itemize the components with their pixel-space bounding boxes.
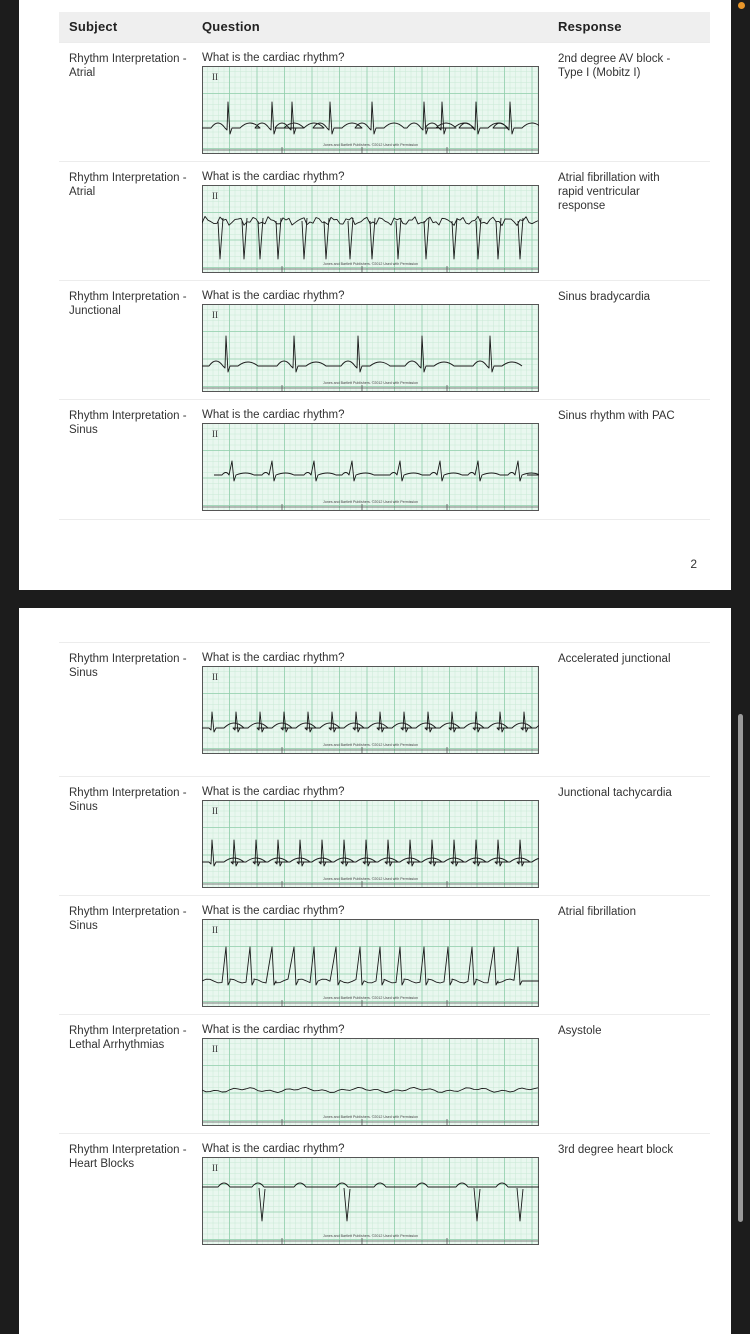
status-dot-icon [738, 2, 745, 9]
credit-text: Jones and Bartlett Publishers. ©2012 Used with Permission [323, 743, 418, 747]
header-question: Question [202, 19, 260, 34]
response-cell: Atrial fibrillation with rapid ventricular response [558, 172, 660, 212]
question-cell: What is the cardiac rhythm? [202, 52, 345, 64]
lead-label: II [212, 72, 218, 82]
ecg-strip [202, 66, 539, 154]
lead-label: II [212, 429, 218, 439]
scrollbar-thumb[interactable] [738, 714, 743, 1222]
table-row [59, 776, 710, 896]
question-cell: What is the cardiac rhythm? [202, 290, 345, 302]
response-cell: Atrial fibrillation [558, 906, 636, 918]
subject-cell: Rhythm Interpretation - Junctional [69, 291, 187, 317]
table-row [59, 895, 710, 1015]
subject-cell: Rhythm Interpretation - Sinus [69, 906, 187, 932]
table-row [59, 1014, 710, 1134]
credit-text: Jones and Bartlett Publishers. ©2012 Used with Permission [323, 500, 418, 504]
response-cell: 2nd degree AV block - Type I (Mobitz I) [558, 53, 671, 79]
ecg-strip [202, 185, 539, 273]
ecg-strip [202, 666, 539, 754]
table-row [59, 280, 710, 400]
ecg-strip [202, 1157, 539, 1245]
question-cell: What is the cardiac rhythm? [202, 1024, 345, 1036]
credit-text: Jones and Bartlett Publishers. ©2012 Used with Permission [323, 1115, 418, 1119]
question-cell: What is the cardiac rhythm? [202, 905, 345, 917]
table-header [59, 12, 710, 42]
question-cell: What is the cardiac rhythm? [202, 409, 345, 421]
ecg-strip [202, 919, 539, 1007]
ecg-strip [202, 423, 539, 511]
lead-label: II [212, 1044, 218, 1054]
lead-label: II [212, 672, 218, 682]
subject-cell: Rhythm Interpretation - Sinus [69, 787, 187, 813]
header-subject: Subject [69, 19, 118, 34]
ecg-strip [202, 1038, 539, 1126]
subject-cell: Rhythm Interpretation - Lethal Arrhythmias [69, 1025, 187, 1051]
table-row [59, 642, 710, 777]
table-row [59, 399, 710, 520]
table-row [59, 1133, 710, 1253]
ecg-strip [202, 800, 539, 888]
question-cell: What is the cardiac rhythm? [202, 786, 345, 798]
table-row [59, 161, 710, 281]
lead-label: II [212, 310, 218, 320]
subject-cell: Rhythm Interpretation - Sinus [69, 653, 187, 679]
table-row [59, 42, 710, 162]
response-cell: Sinus bradycardia [558, 291, 651, 303]
credit-text: Jones and Bartlett Publishers. ©2012 Used with Permission [323, 996, 418, 1000]
response-cell: Junctional tachycardia [558, 787, 672, 799]
document-page-1 [19, 0, 731, 590]
ecg-strip [202, 304, 539, 392]
credit-text: Jones and Bartlett Publishers. ©2012 Used with Permission [323, 262, 418, 266]
credit-text: Jones and Bartlett Publishers. ©2012 Used with Permission [323, 143, 418, 147]
credit-text: Jones and Bartlett Publishers. ©2012 Used with Permission [323, 1234, 418, 1238]
lead-label: II [212, 1163, 218, 1173]
subject-cell: Rhythm Interpretation - Atrial [69, 172, 187, 198]
lead-label: II [212, 806, 218, 816]
document-page-2 [19, 608, 731, 1334]
page-number: 2 [690, 557, 697, 571]
question-cell: What is the cardiac rhythm? [202, 1143, 345, 1155]
header-response: Response [558, 19, 622, 34]
question-cell: What is the cardiac rhythm? [202, 171, 345, 183]
question-cell: What is the cardiac rhythm? [202, 652, 345, 664]
credit-text: Jones and Bartlett Publishers. ©2012 Used with Permission [323, 877, 418, 881]
response-cell: 3rd degree heart block [558, 1144, 674, 1156]
response-cell: Asystole [558, 1025, 602, 1037]
subject-cell: Rhythm Interpretation - Heart Blocks [69, 1144, 187, 1170]
subject-cell: Rhythm Interpretation - Sinus [69, 410, 187, 436]
lead-label: II [212, 191, 218, 201]
credit-text: Jones and Bartlett Publishers. ©2012 Used with Permission [323, 381, 418, 385]
response-cell: Sinus rhythm with PAC [558, 410, 675, 422]
response-cell: Accelerated junctional [558, 653, 671, 665]
lead-label: II [212, 925, 218, 935]
subject-cell: Rhythm Interpretation - Atrial [69, 53, 187, 79]
